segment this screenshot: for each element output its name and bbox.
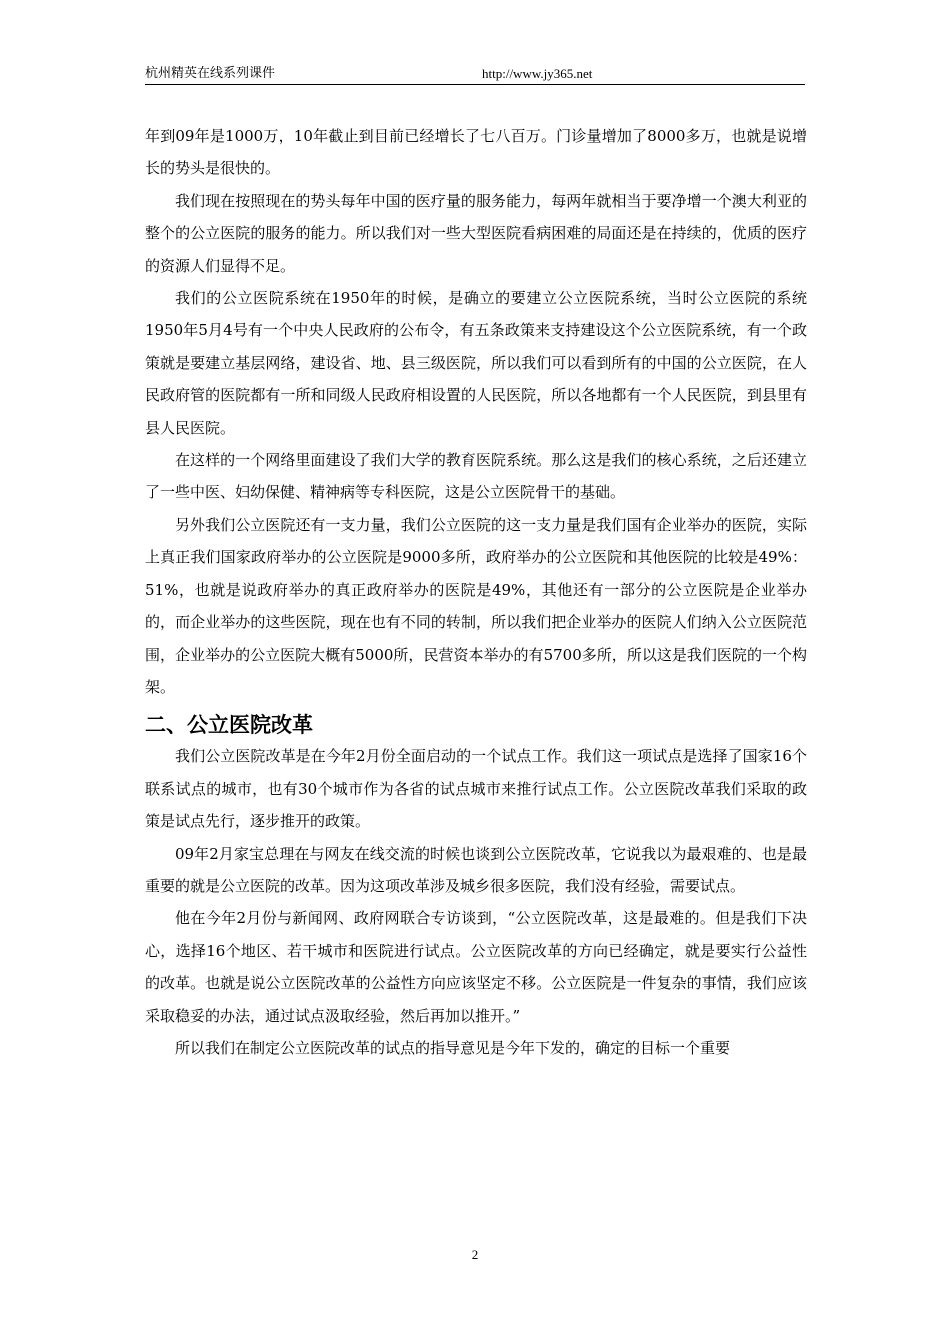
paragraph: 所以我们在制定公立医院改革的试点的指导意见是今年下发的，确定的目标一个重要	[175, 1038, 731, 1057]
paragraph: 09年2月家宝总理在与网友在线交流的时候也谈到公立医院改革，它说我以为最艰难的、也是最重要的就是公立医院的改革。因为这项改革涉及城乡很多医院，我们没有经验，需要试点。	[145, 844, 807, 895]
paragraph: 我们公立医院改革是在今年2月份全面启动的一个试点工作。我们这一项试点是选择了国家16个联系试点的城市，也有30个城市作为各省的试点城市来推行试点工作。公立医院改革我们采取的政策是试点先行，逐步推开的政策。	[145, 747, 807, 831]
header-url[interactable]: http://www.jy365.net	[482, 66, 593, 81]
paragraph: 在这样的一个网络里面建设了我们大学的教育医院系统。那么这是我们的核心系统，之后还建立了一些中医、妇幼保健、精神病等专科医院，这是公立医院骨干的基础。	[145, 451, 807, 502]
page-number: 2	[471, 1247, 479, 1262]
page-header	[145, 64, 805, 85]
section-heading: 二、公立医院改革	[145, 713, 313, 738]
paragraph: 他在今年2月份与新闻网、政府网联合专访谈到，“公立医院改革，这是最难的。但是我们下决心，选择16个地区、若干城市和医院进行试点。公立医院改革的方向已经确定，就是要实行公益性的改革。也就是说公立医院改革的公益性方向应该坚定不移。公立医院是一件复杂的事情，我们应该采取稳妥的办法，通过试点汲取经验，然后再加以推开。”	[145, 909, 807, 1025]
paragraph: 我们现在按照现在的势头每年中国的医疗量的服务能力，每两年就相当于要净增一个澳大利亚的整个的公立医院的服务的能力。所以我们对一些大型医院看病困难的局面还是在持续的，优质的医疗的资源人们显得不足。	[145, 191, 807, 275]
paragraph: 另外我们公立医院还有一支力量，我们公立医院的这一支力量是我们国有企业举办的医院，实际上真正我们国家政府举办的公立医院是9000多所，政府举办的公立医院和其他医院的比较是49%：51%，也就是说政府举办的真正政府举办的医院是49%，其他还有一部分的公立医院是企业举办的，而企业举办的这些医院，现在也有不同的转制，所以我们把企业举办的医院人们纳入公立医院范围，企业举办的公立医院大概有5000所，民营资本举办的有5700多所，所以这是我们医院的一个构架。	[145, 515, 807, 696]
document-body	[145, 120, 807, 1064]
header-title: 杭州精英在线系列课件	[145, 66, 276, 81]
paragraph: 我们的公立医院系统在1950年的时候，是确立的要建立公立医院系统，当时公立医院的系统1950年5月4号有一个中央人民政府的公布令，有五条政策来支持建设这个公立医院系统，有一个政策就是要建立基层网络，建设省、地、县三级医院，所以我们可以看到所有的中国的公立医院，在人民政府管的医院都有一所和同级人民政府相设置的人民医院，所以各地都有一个人民医院，到县里有县人民医院。	[145, 289, 807, 437]
paragraph-continuation: 年到09年是1000万，10年截止到目前已经增长了七八百万。门诊量增加了8000多万，也就是说增长的势头是很快的。	[145, 127, 807, 178]
